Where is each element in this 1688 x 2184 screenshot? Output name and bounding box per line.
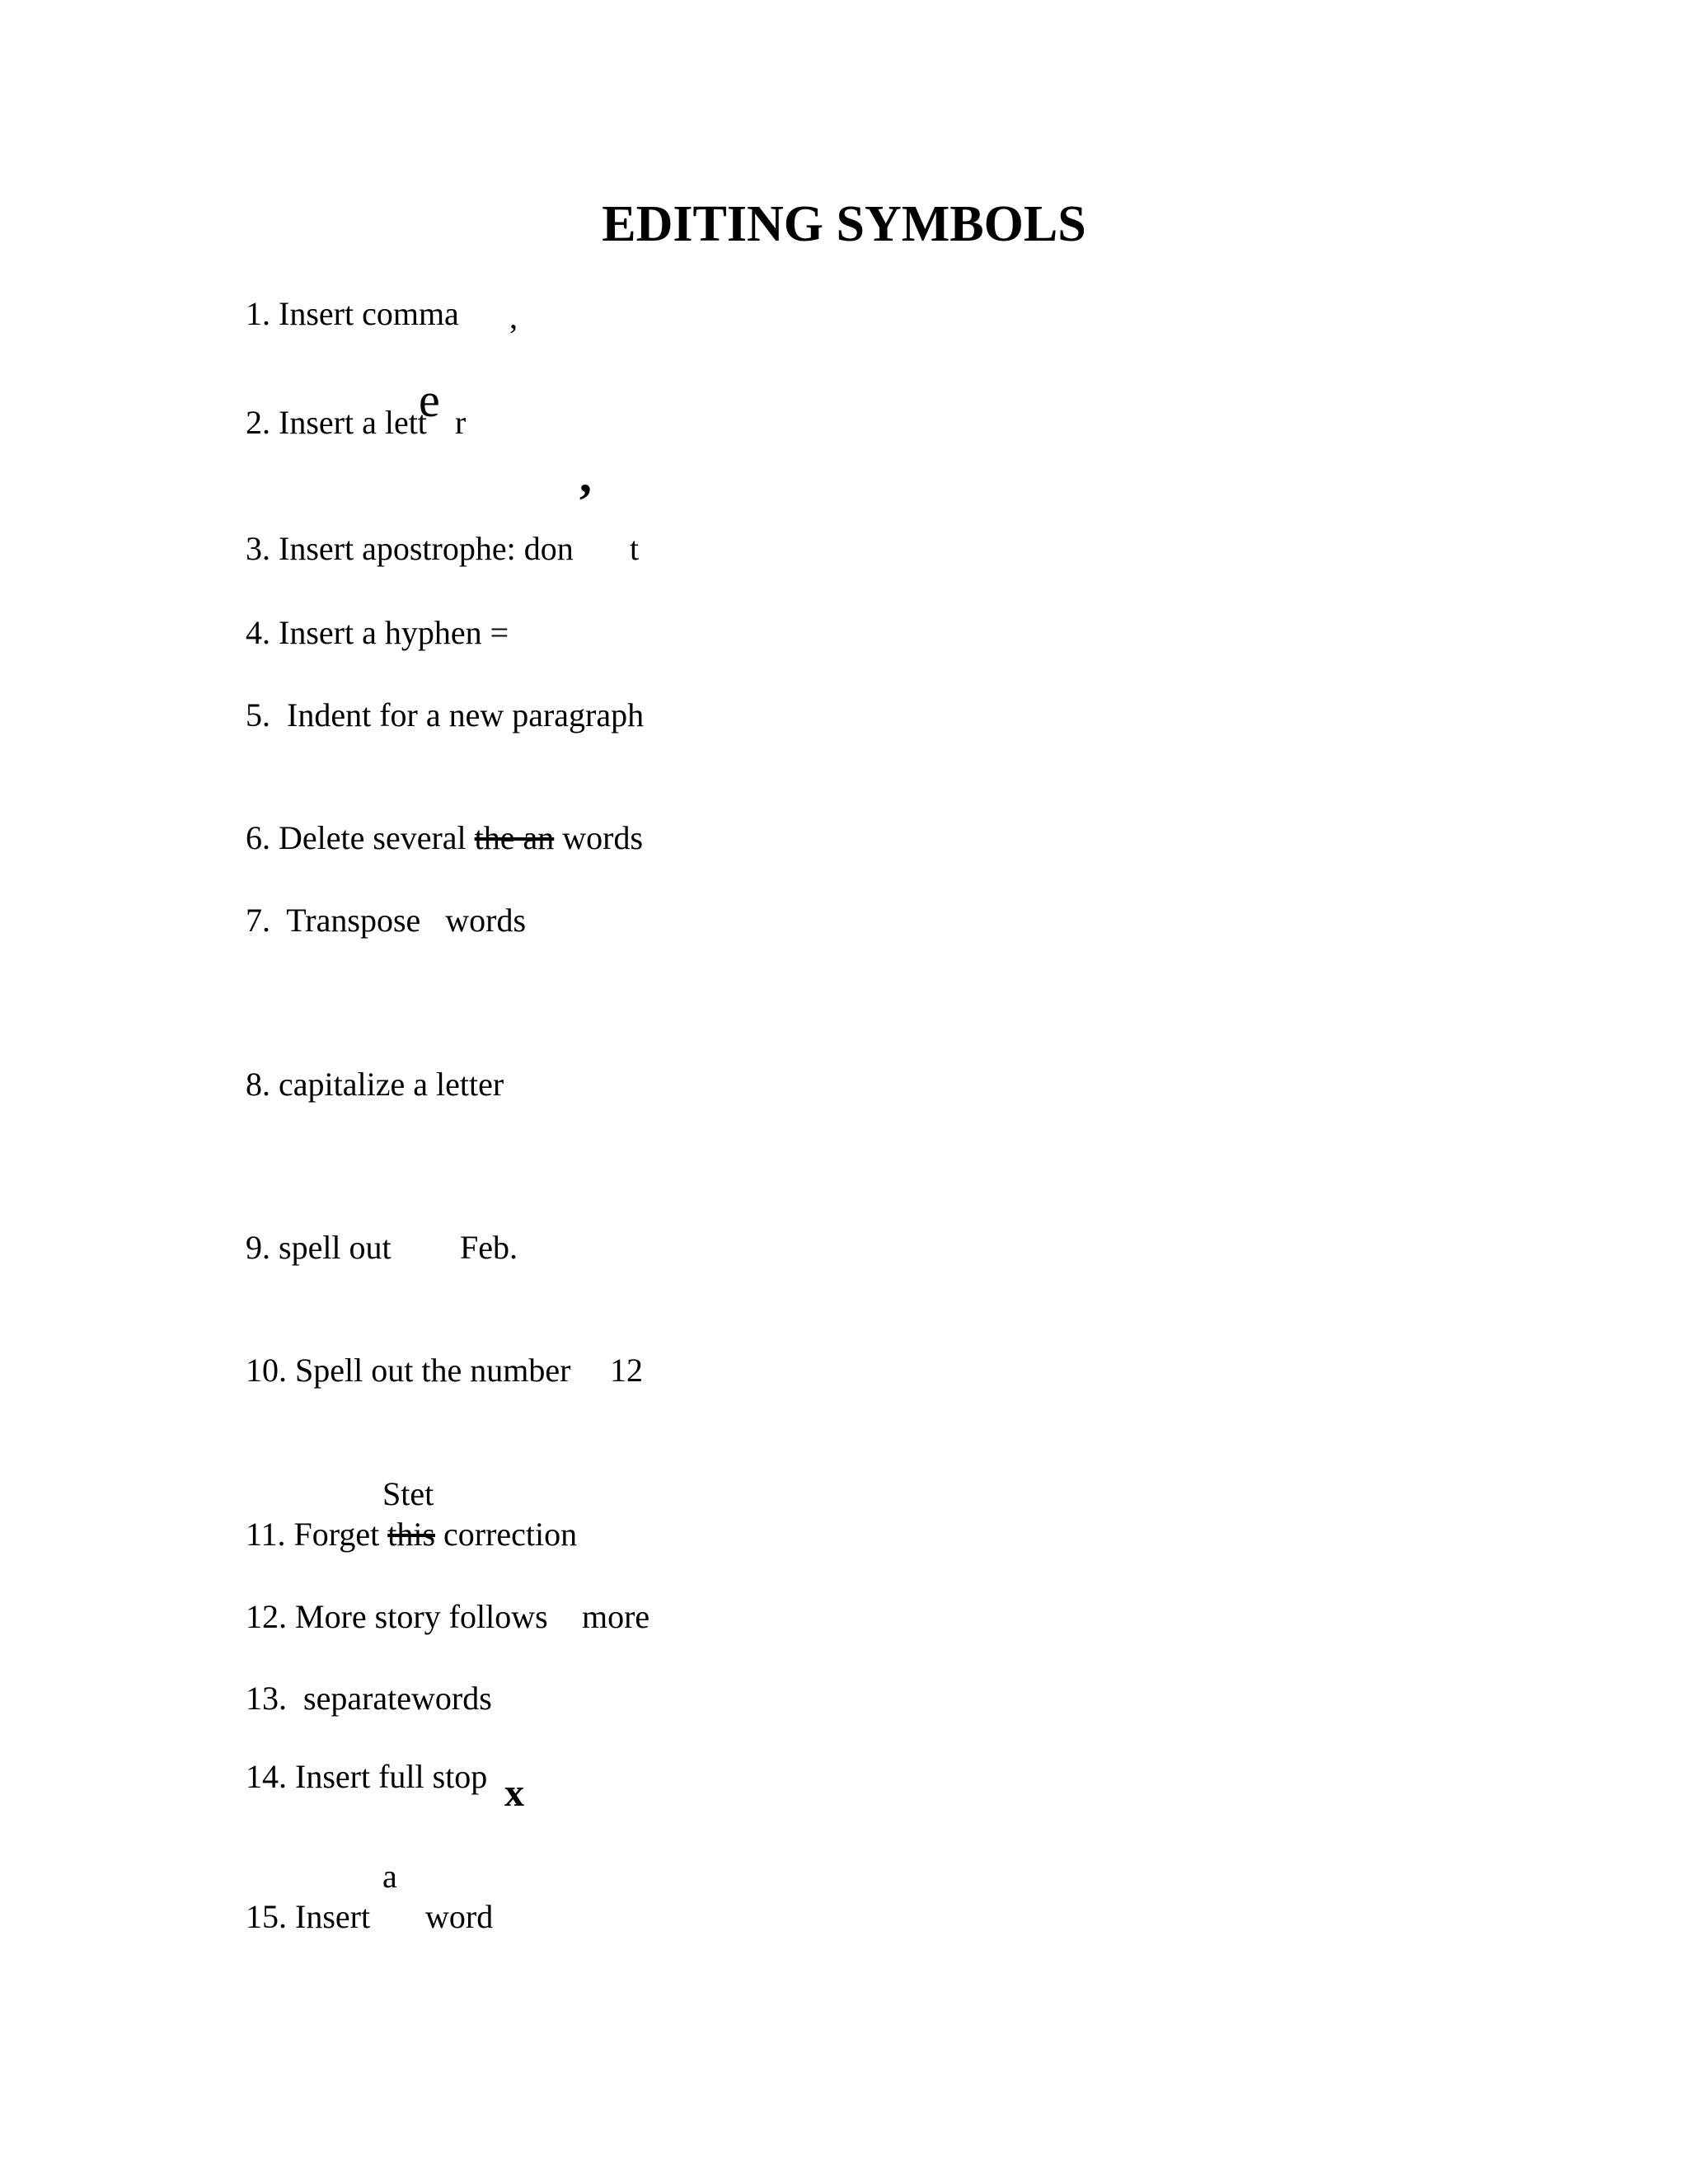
item-text: 2. Insert a lett (246, 404, 427, 441)
item-tail: t (630, 530, 640, 567)
item-tail: word (425, 1898, 494, 1935)
item-text: 13. separatewords (246, 1680, 492, 1717)
item-tail: correction (435, 1516, 578, 1553)
item-insert-full-stop (246, 1756, 487, 1797)
item-insert-word (246, 1896, 370, 1938)
apostrophe-mark: ’ (577, 474, 593, 528)
item-insert-hyphen (246, 612, 509, 654)
page-title: EDITING SYMBOLS (602, 196, 1086, 252)
item-spell-out (246, 1227, 392, 1268)
item-text: 3. Insert apostrophe: don (246, 530, 574, 567)
item-text: 8. capitalize a letter (246, 1066, 504, 1103)
item-text: 9. spell out (246, 1229, 392, 1266)
item-text: 15. Insert (246, 1898, 371, 1935)
item-tail: r (455, 404, 467, 441)
item-text: 14. Insert full stop (246, 1758, 488, 1795)
item-delete-words (246, 818, 643, 859)
item-indent-paragraph (246, 695, 644, 736)
item-more-story (246, 1596, 548, 1638)
struck-word: this (387, 1516, 436, 1553)
full-stop-mark: x (504, 1771, 524, 1815)
item-text: 1. Insert comma (246, 295, 459, 332)
item-insert-comma (246, 293, 459, 335)
struck-words: the an (474, 819, 555, 856)
item-text: 7. Transpose words (246, 902, 527, 939)
item-insert-letter (246, 402, 427, 443)
item-forget-correction (246, 1514, 577, 1555)
inserted-word-mark: a (382, 1858, 397, 1895)
item-separate-words (246, 1678, 492, 1719)
item-tail: words (554, 819, 644, 856)
number-example: 12 (610, 1352, 643, 1389)
stet-mark: Stet (382, 1475, 434, 1512)
item-spell-out-number (246, 1350, 570, 1391)
abbreviation-example: Feb. (460, 1229, 518, 1266)
comma-mark: , (509, 298, 518, 335)
item-text: 4. Insert a hyphen = (246, 614, 509, 651)
item-capitalize-letter (246, 1064, 504, 1105)
more-mark: more (582, 1598, 650, 1635)
item-text: 12. More story follows (246, 1598, 548, 1635)
item-transpose-words (246, 900, 526, 941)
item-text: 6. Delete several (246, 819, 475, 856)
inserted-letter-mark: e (419, 373, 440, 427)
item-text: 5. Indent for a new paragraph (246, 696, 645, 733)
item-text: 10. Spell out the number (246, 1352, 571, 1389)
item-text: 11. Forget (246, 1516, 388, 1553)
item-insert-apostrophe (246, 528, 574, 569)
